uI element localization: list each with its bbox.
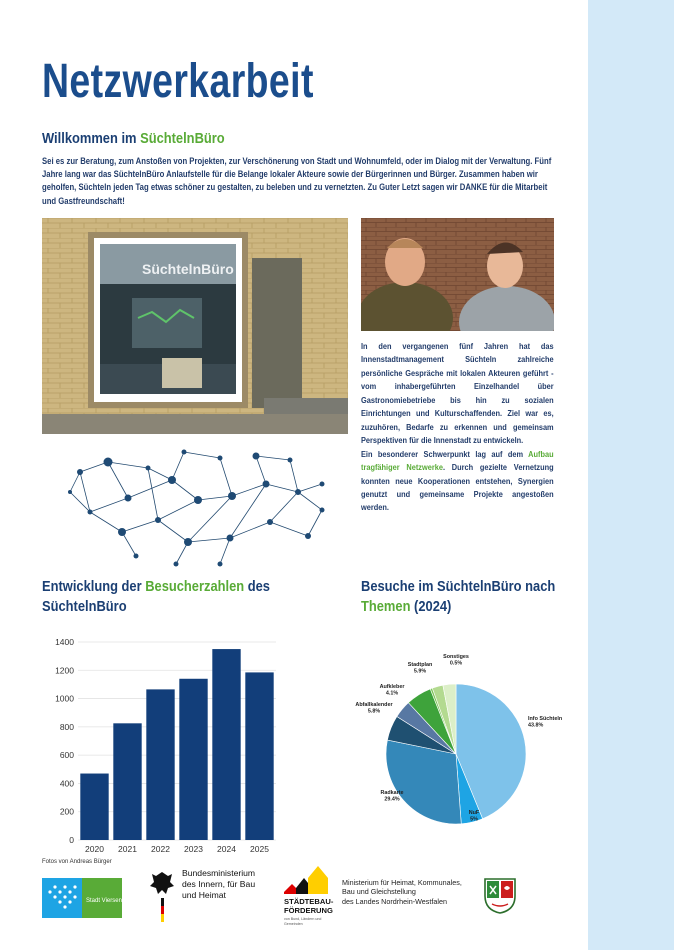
network-text-paragraph-2 <box>361 448 554 515</box>
network-text <box>361 340 554 515</box>
nrw-crest-icon <box>484 878 516 914</box>
y-tick-label: 0 <box>69 835 74 845</box>
x-tick-label: 2022 <box>151 844 170 854</box>
network-text-p2-highlight: Aufbau tragfähiger Netzwerke <box>361 448 554 473</box>
visitors-heading-before: Entwicklung der <box>42 578 146 595</box>
y-tick-label: 400 <box>59 778 74 789</box>
stbf-sub-1: von Bund, Ländern und <box>284 917 322 921</box>
visitors-heading-highlight: Besucherzahlen <box>145 578 245 595</box>
bar-2021 <box>113 723 141 840</box>
topics-pie-chart <box>352 648 584 838</box>
svg-text:von Bund, Ländern und Ge <box>284 917 322 926</box>
svg-text:STÄDTEBAU- FÖRDERUNG <box>284 897 335 915</box>
x-tick-label: 2024 <box>217 844 236 854</box>
welcome-highlight: SüchtelnBüro <box>140 130 225 147</box>
intro-paragraph: Sei es zur Beratung, zum Anstoßen von Projekten, zur Verschönerung von Stadt und Wohnumfeld, oder im Dialog mit der Verwaltung. Fünf Jahre lang war das SüchtelnBüro Anlaufstelle für die Belange lokaler Akteure sowie der Bürgerinnen und Bürger. Zusammen haben wir geholfen, Süchteln jeden Tag etwas schöner zu gestalten, zu beleben und zu vernetzten. Zu Guter Letzt sagen wir DANKE für die Mitarbeit und Gastfreundschaft! <box>42 156 552 206</box>
y-tick-label: 1400 <box>55 637 74 647</box>
network-text-paragraph-1: In den vergangenen fünf Jahren hat das Innenstadtmanagement Süchteln zahlreiche persönliche Gespräche mit lokalen Akteuren geführt - vom inhabergeführten Einzelhandel über Gastronomiebetriebe bis hin zu sozialen Einrichtungen und Kulturschaffenden. Ziel war es, zuzuhören, Bedarfe zu erkennen und gemeinsam Perspektiven für die Innenstadt zu entwickeln. <box>361 341 554 446</box>
bmi-line-3: und Heimat <box>182 890 226 900</box>
logo-stadt-viersen <box>42 878 122 918</box>
logo-staedtebaufoerderung <box>282 864 342 928</box>
network-graphic <box>60 440 340 570</box>
x-tick-label: 2023 <box>184 844 203 854</box>
y-tick-label: 1200 <box>55 665 74 676</box>
pie-label: Stadtplan 5.9% <box>407 662 433 675</box>
pie-label: NuF 5% <box>468 810 480 823</box>
pie-label: Abfallkalender 5.8% <box>355 702 393 715</box>
x-tick-label: 2020 <box>85 844 104 854</box>
bar-2024 <box>212 649 240 840</box>
topics-heading-after: (2024) <box>410 598 452 615</box>
topics-heading-highlight: Themen <box>361 598 411 615</box>
x-tick-label: 2021 <box>118 844 137 854</box>
visitors-heading <box>42 577 270 617</box>
topics-heading <box>361 577 555 617</box>
network-text-p2-after: . Durch gezielte Vernetzung konnten neue Kooperationen entstehen, Synergien genutzt und gemeinsame Projekte angestoßen werden. <box>361 462 554 513</box>
svg-text:Bundesministerium des In <box>182 868 257 900</box>
pie-label: Aufkleber 4.1% <box>379 684 405 697</box>
nrw-ministry-text <box>342 878 482 906</box>
office-photo <box>42 218 348 434</box>
bar-2025 <box>245 672 273 840</box>
bar-2022 <box>146 689 174 840</box>
stbf-line-1: STÄDTEBAU- <box>284 897 334 906</box>
pie-label: Info Süchteln 43.8% <box>528 716 563 729</box>
nrw-line-2: Bau und Gleichstellung <box>342 887 416 897</box>
welcome-heading <box>42 130 225 147</box>
team-photo <box>361 218 554 331</box>
visitors-heading-line2: SüchtelnBüro <box>42 598 127 615</box>
y-tick-label: 800 <box>59 721 74 732</box>
y-tick-label: 1000 <box>55 693 74 704</box>
shop-sign-text: SüchtelnBüro <box>142 261 234 277</box>
visitor-bar-chart <box>42 630 282 858</box>
logo-bmi <box>146 868 266 924</box>
pie-label: Sonstiges 0.5% <box>443 654 469 667</box>
pie-label: Radkarte 29.4% <box>380 790 404 803</box>
network-text-p2-before: Ein besonderer Schwerpunkt lag auf dem <box>361 448 529 459</box>
topics-heading-line1: Besuche im SüchtelnBüro nach <box>361 578 556 595</box>
nrw-line-3: des Landes Nordrhein-Westfalen <box>342 896 447 906</box>
y-tick-label: 600 <box>59 750 74 761</box>
bmi-line-2: des Innern, für Bau <box>182 879 256 889</box>
nrw-line-1: Ministerium für Heimat, Kommunales, <box>342 878 462 887</box>
sidebar-band <box>588 0 674 950</box>
page-title: Netzwerkarbeit <box>42 55 314 108</box>
stbf-line-2: FÖRDERUNG <box>284 906 333 915</box>
photo-credit: Fotos von Andreas Bürger <box>42 859 112 865</box>
viersen-text: Stadt Viersen <box>86 898 122 904</box>
visitors-heading-after: des <box>244 578 270 595</box>
bar-2023 <box>179 679 207 840</box>
bmi-line-1: Bundesministerium <box>182 868 256 878</box>
welcome-prefix: Willkommen im <box>42 130 141 147</box>
stbf-sub-2: Gemeinden <box>284 922 303 926</box>
x-tick-label: 2025 <box>250 844 269 854</box>
bar-2020 <box>80 774 108 840</box>
y-tick-label: 200 <box>59 806 74 817</box>
